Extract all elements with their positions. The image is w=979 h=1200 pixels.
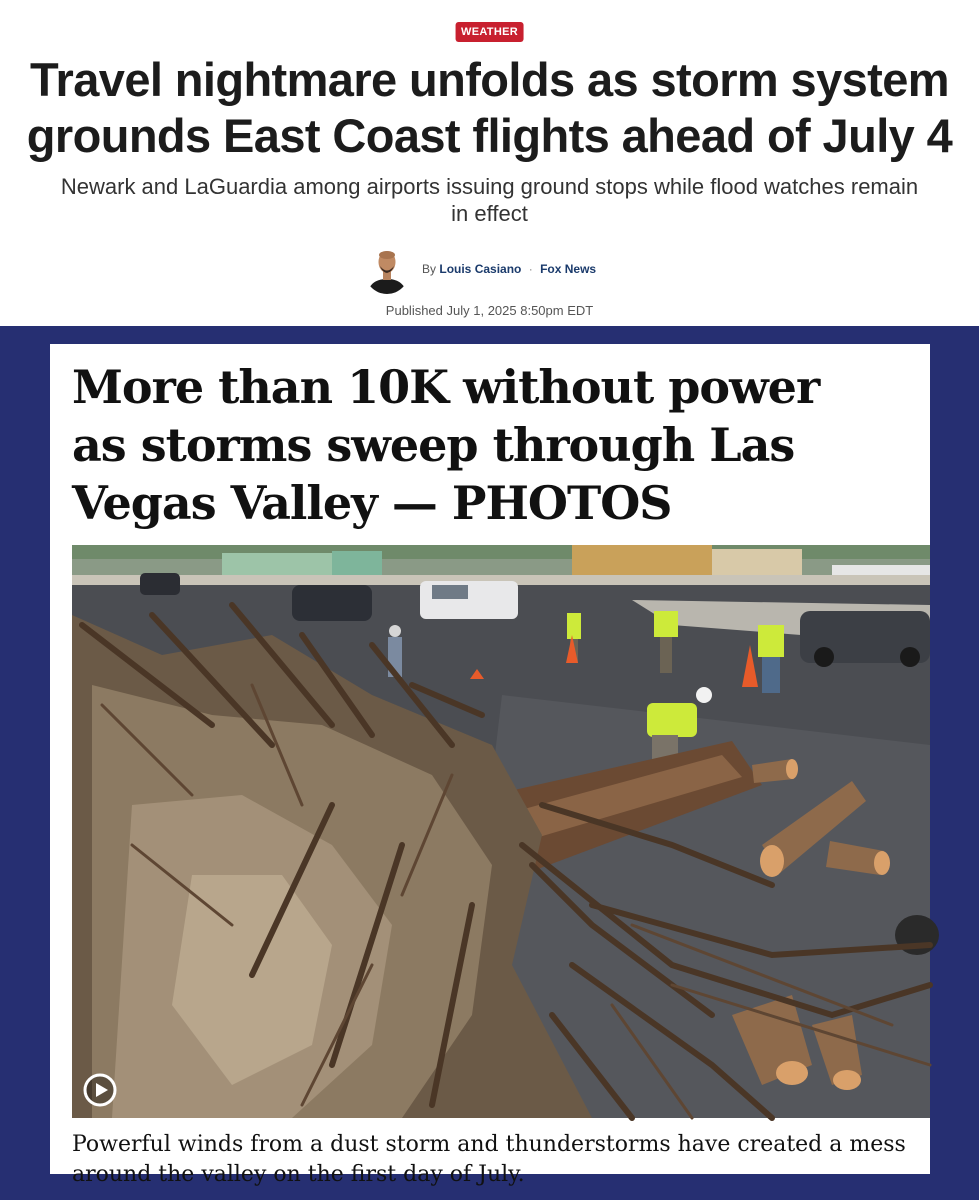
byline bbox=[0, 245, 979, 295]
author-avatar[interactable] bbox=[365, 245, 409, 295]
embedded-article-card bbox=[50, 344, 930, 1187]
byline-text bbox=[422, 262, 596, 276]
play-icon[interactable] bbox=[82, 1072, 118, 1108]
published-timestamp: Published July 1, 2025 8:50pm EDT bbox=[385, 303, 594, 318]
article-subheadline: Newark and LaGuardia among airports issuing ground stops while flood watches remain in effect bbox=[60, 174, 919, 226]
author-link[interactable]: Louis Casiano bbox=[439, 262, 522, 276]
article-header bbox=[0, 0, 979, 326]
article-headline: Travel nightmare unfolds as storm system grounds East Coast flights ahead of July 4 bbox=[26, 53, 953, 162]
photo-caption: Powerful winds from a dust storm and thunderstorms have created a mess around the valley on the first day of July. bbox=[72, 1132, 906, 1187]
byline-separator: · bbox=[528, 262, 533, 276]
embedded-article-frame bbox=[0, 326, 979, 1200]
embedded-headline[interactable]: More than 10K without power as storms sweep through Las Vegas Valley — PHOTOS bbox=[72, 360, 820, 530]
byline-prefix: By bbox=[422, 262, 437, 276]
storm-damage-photo[interactable] bbox=[72, 545, 930, 1118]
outlet-link[interactable]: Fox News bbox=[540, 262, 597, 276]
category-badge[interactable]: WEATHER bbox=[455, 22, 524, 42]
